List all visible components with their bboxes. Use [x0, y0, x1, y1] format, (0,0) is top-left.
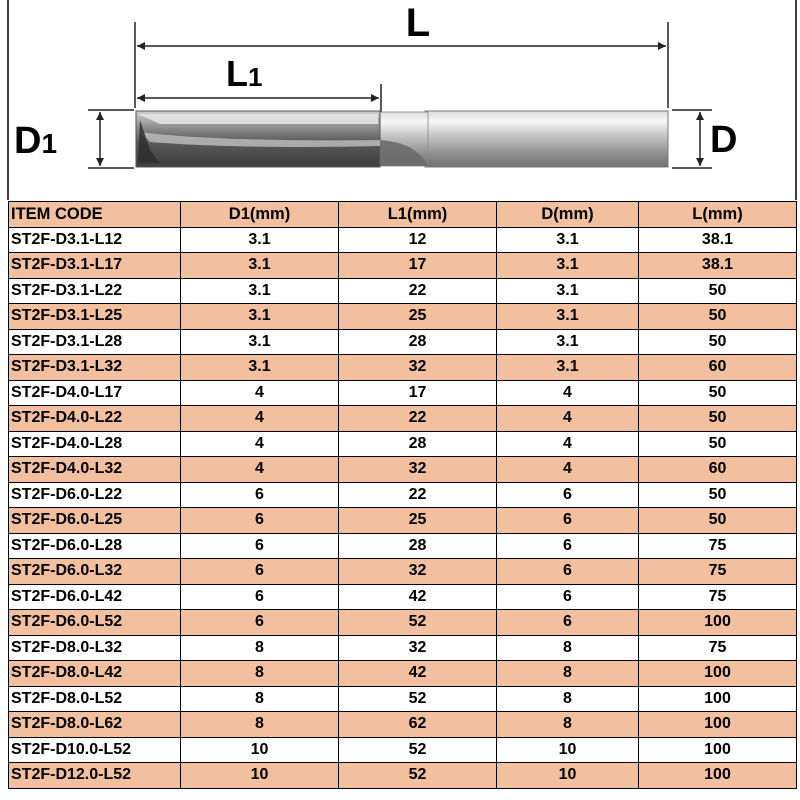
cell-l1: 22: [339, 482, 497, 508]
cell-l: 50: [639, 431, 797, 457]
cell-item-code: ST2F-D8.0-L32: [9, 635, 181, 661]
cell-l: 100: [639, 763, 797, 789]
cell-l: 38.1: [639, 227, 797, 253]
cell-l1: 25: [339, 304, 497, 330]
table-row: [9, 584, 797, 610]
cell-d1: 8: [181, 635, 339, 661]
table-row: [9, 559, 797, 585]
cell-d1: 8: [181, 661, 339, 687]
cell-d: 6: [497, 482, 639, 508]
cell-item-code: ST2F-D6.0-L22: [9, 482, 181, 508]
table-row: [9, 380, 797, 406]
cell-d1: 4: [181, 380, 339, 406]
table-row: [9, 431, 797, 457]
cell-d1: 3.1: [181, 355, 339, 381]
cell-l: 100: [639, 610, 797, 636]
cell-item-code: ST2F-D6.0-L28: [9, 533, 181, 559]
cell-d: 4: [497, 380, 639, 406]
cell-l: 100: [639, 712, 797, 738]
cell-d1: 8: [181, 686, 339, 712]
table-row: [9, 329, 797, 355]
cell-d: 10: [497, 763, 639, 789]
cell-d: 4: [497, 431, 639, 457]
cell-item-code: ST2F-D3.1-L17: [9, 253, 181, 279]
arrow-left-L1: [137, 94, 145, 102]
cell-l: 50: [639, 482, 797, 508]
cell-l: 38.1: [639, 253, 797, 279]
cell-item-code: ST2F-D3.1-L25: [9, 304, 181, 330]
cell-l: 50: [639, 508, 797, 534]
cell-item-code: ST2F-D3.1-L12: [9, 227, 181, 253]
cell-l1: 42: [339, 661, 497, 687]
table-row: [9, 457, 797, 483]
label-L1: L1: [226, 53, 263, 94]
cell-item-code: ST2F-D3.1-L22: [9, 278, 181, 304]
cell-d: 3.1: [497, 227, 639, 253]
table-row: [9, 686, 797, 712]
cell-d: 6: [497, 559, 639, 585]
table-row: [9, 253, 797, 279]
cell-d: 4: [497, 457, 639, 483]
cell-d: 8: [497, 661, 639, 687]
cell-item-code: ST2F-D10.0-L52: [9, 737, 181, 763]
cell-d: 3.1: [497, 278, 639, 304]
table-row: [9, 304, 797, 330]
specification-table: [8, 201, 797, 789]
table-row: [9, 355, 797, 381]
cell-l: 50: [639, 406, 797, 432]
cell-l: 75: [639, 559, 797, 585]
cell-l1: 25: [339, 508, 497, 534]
table-row: [9, 661, 797, 687]
cell-l1: 52: [339, 686, 497, 712]
cell-l: 75: [639, 584, 797, 610]
cell-d: 3.1: [497, 329, 639, 355]
cell-d1: 3.1: [181, 227, 339, 253]
cell-d: 3.1: [497, 304, 639, 330]
cell-d: 6: [497, 533, 639, 559]
cell-l1: 52: [339, 610, 497, 636]
cell-d: 8: [497, 635, 639, 661]
cell-item-code: ST2F-D3.1-L28: [9, 329, 181, 355]
cell-d1: 3.1: [181, 304, 339, 330]
cell-l: 50: [639, 380, 797, 406]
cell-item-code: ST2F-D12.0-L52: [9, 763, 181, 789]
arrow-bottom-D: [696, 158, 704, 166]
cell-d1: 10: [181, 763, 339, 789]
table-row: [9, 763, 797, 789]
table-body: [9, 227, 797, 788]
tool-shank: [425, 111, 668, 167]
cell-d1: 8: [181, 712, 339, 738]
cell-item-code: ST2F-D6.0-L52: [9, 610, 181, 636]
cell-l: 75: [639, 533, 797, 559]
cell-item-code: ST2F-D6.0-L42: [9, 584, 181, 610]
table-row: [9, 737, 797, 763]
cell-item-code: ST2F-D4.0-L17: [9, 380, 181, 406]
cell-l: 75: [639, 635, 797, 661]
cell-l1: 17: [339, 380, 497, 406]
table-header-row: [9, 202, 797, 228]
cell-l1: 32: [339, 559, 497, 585]
cell-l1: 17: [339, 253, 497, 279]
cell-l: 100: [639, 686, 797, 712]
cell-d1: 4: [181, 457, 339, 483]
cell-d1: 4: [181, 406, 339, 432]
cell-d1: 10: [181, 737, 339, 763]
cell-l: 60: [639, 355, 797, 381]
cell-l: 60: [639, 457, 797, 483]
cell-item-code: ST2F-D3.1-L32: [9, 355, 181, 381]
cell-l1: 12: [339, 227, 497, 253]
cell-l: 50: [639, 304, 797, 330]
cell-d: 6: [497, 508, 639, 534]
table-row: [9, 406, 797, 432]
arrow-left-L: [137, 42, 145, 50]
table-row: [9, 278, 797, 304]
table-row: [9, 482, 797, 508]
cell-item-code: ST2F-D4.0-L22: [9, 406, 181, 432]
cell-d1: 6: [181, 559, 339, 585]
cell-d: 6: [497, 584, 639, 610]
cell-d1: 6: [181, 610, 339, 636]
arrow-right-L1: [371, 94, 379, 102]
end-mill-dimension-diagram: [0, 0, 800, 200]
table-row: [9, 533, 797, 559]
cell-d: 8: [497, 686, 639, 712]
cell-item-code: ST2F-D8.0-L62: [9, 712, 181, 738]
cell-l1: 32: [339, 457, 497, 483]
cell-item-code: ST2F-D4.0-L32: [9, 457, 181, 483]
cell-d1: 3.1: [181, 278, 339, 304]
cell-item-code: ST2F-D8.0-L52: [9, 686, 181, 712]
cell-d1: 4: [181, 431, 339, 457]
cell-l1: 22: [339, 406, 497, 432]
cell-d: 4: [497, 406, 639, 432]
arrow-top-D: [696, 112, 704, 120]
cell-item-code: ST2F-D4.0-L28: [9, 431, 181, 457]
cell-l1: 42: [339, 584, 497, 610]
cell-d1: 3.1: [181, 253, 339, 279]
cell-l1: 28: [339, 329, 497, 355]
label-D: D: [710, 119, 738, 161]
cell-item-code: ST2F-D6.0-L25: [9, 508, 181, 534]
cell-l1: 28: [339, 533, 497, 559]
header-item-code: ITEM CODE: [9, 202, 181, 228]
table-row: [9, 610, 797, 636]
cell-d1: 6: [181, 508, 339, 534]
table-row: [9, 635, 797, 661]
header-l1: L1(mm): [339, 202, 497, 228]
cell-d: 6: [497, 610, 639, 636]
cell-d: 10: [497, 737, 639, 763]
end-mill-tool: [136, 111, 668, 167]
table-row: [9, 227, 797, 253]
cell-d1: 6: [181, 584, 339, 610]
cell-d: 8: [497, 712, 639, 738]
label-L: L: [405, 1, 431, 45]
cell-l: 100: [639, 737, 797, 763]
cell-d1: 6: [181, 482, 339, 508]
cell-d: 3.1: [497, 355, 639, 381]
cell-l1: 32: [339, 635, 497, 661]
cell-item-code: ST2F-D6.0-L32: [9, 559, 181, 585]
cell-l: 50: [639, 278, 797, 304]
cell-l1: 62: [339, 712, 497, 738]
arrow-top-D1: [96, 112, 104, 120]
header-d: D(mm): [497, 202, 639, 228]
cell-l: 50: [639, 329, 797, 355]
table-row: [9, 508, 797, 534]
cell-d1: 3.1: [181, 329, 339, 355]
cell-item-code: ST2F-D8.0-L42: [9, 661, 181, 687]
header-l: L(mm): [639, 202, 797, 228]
cell-l1: 52: [339, 737, 497, 763]
arrow-right-L: [658, 42, 666, 50]
cell-l1: 32: [339, 355, 497, 381]
table-row: [9, 712, 797, 738]
cell-d1: 6: [181, 533, 339, 559]
flute-highlight-top: [138, 114, 378, 124]
header-d1: D1(mm): [181, 202, 339, 228]
arrow-bottom-D1: [96, 158, 104, 166]
cell-l1: 28: [339, 431, 497, 457]
cell-d: 3.1: [497, 253, 639, 279]
cell-l: 100: [639, 661, 797, 687]
cell-l1: 22: [339, 278, 497, 304]
cell-l1: 52: [339, 763, 497, 789]
label-D1: D1: [14, 120, 58, 162]
